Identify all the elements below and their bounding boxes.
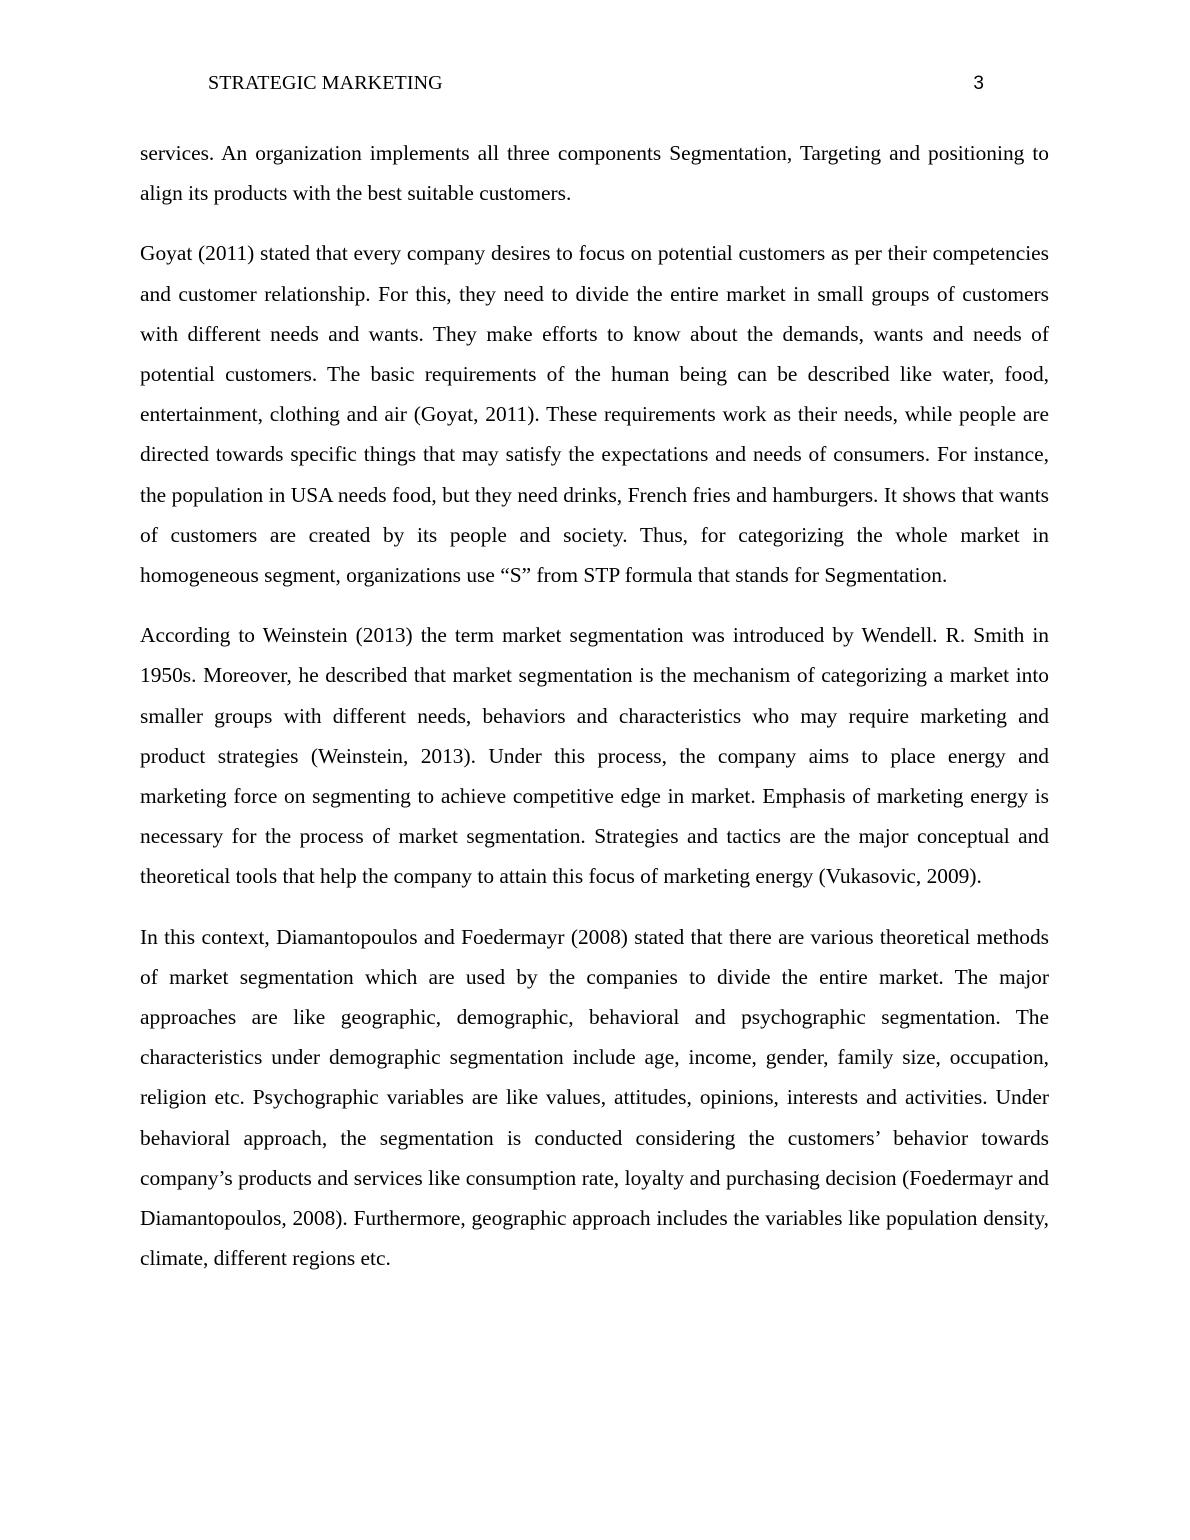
- paragraph: In this context, Diamantopoulos and Foedermayr (2008) stated that there are various theoretical methods of market segmentation which are used by the companies to divide the entire market. The major approaches are like geographic, demographic, behavioral and psychographic segmentation. The characteristics under demographic segmentation include age, income, gender, family size, occupation, religion etc. Psychographic variables are like values, attitudes, opinions, interests and activities. Under behavioral approach, the segmentation is conducted considering the customers’ behavior towards company’s products and services like consumption rate, loyalty and purchasing decision (Foedermayr and Diamantopoulos, 2008). Furthermore, geographic approach includes the variables like population density, climate, different regions etc.: [140, 924, 1049, 1271]
- page-number: 3: [973, 73, 984, 94]
- paragraph: According to Weinstein (2013) the term market segmentation was introduced by Wendell. R. Smith in 1950s. Moreover, he described that market segmentation is the mechanism of categorizing a market into smaller groups with different needs, behaviors and characteristics who may require marketing and product strategies (Weinstein, 2013). Under this process, the company aims to place energy and marketing force on segmenting to achieve competitive edge in market. Emphasis of marketing energy is necessary for the process of market segmentation. Strategies and tactics are the major conceptual and theoretical tools that help the company to attain this focus of marketing energy (Vukasovic, 2009).: [140, 623, 1049, 889]
- paragraph: Goyat (2011) stated that every company desires to focus on potential customers as per their competencies and customer relationship. For this, they need to divide the entire market in small groups of customers with different needs and wants. They make efforts to know about the demands, wants and needs of potential customers. The basic requirements of the human being can be described like water, food, entertainment, clothing and air (Goyat, 2011). These requirements work as their needs, while people are directed towards specific things that may satisfy the expectations and needs of consumers. For instance, the population in USA needs food, but they need drinks, French fries and hamburgers. It shows that wants of customers are created by its people and society. Thus, for categorizing the whole market in homogeneous segment, organizations use “S” from STP formula that stands for Segmentation.: [140, 241, 1049, 588]
- paragraph: services. An organization implements all three components Segmentation, Targeting and positioning to align its products with the best suitable customers.: [140, 141, 1049, 206]
- body-text: [140, 133, 1049, 1298]
- running-head: STRATEGIC MARKETING: [208, 72, 443, 94]
